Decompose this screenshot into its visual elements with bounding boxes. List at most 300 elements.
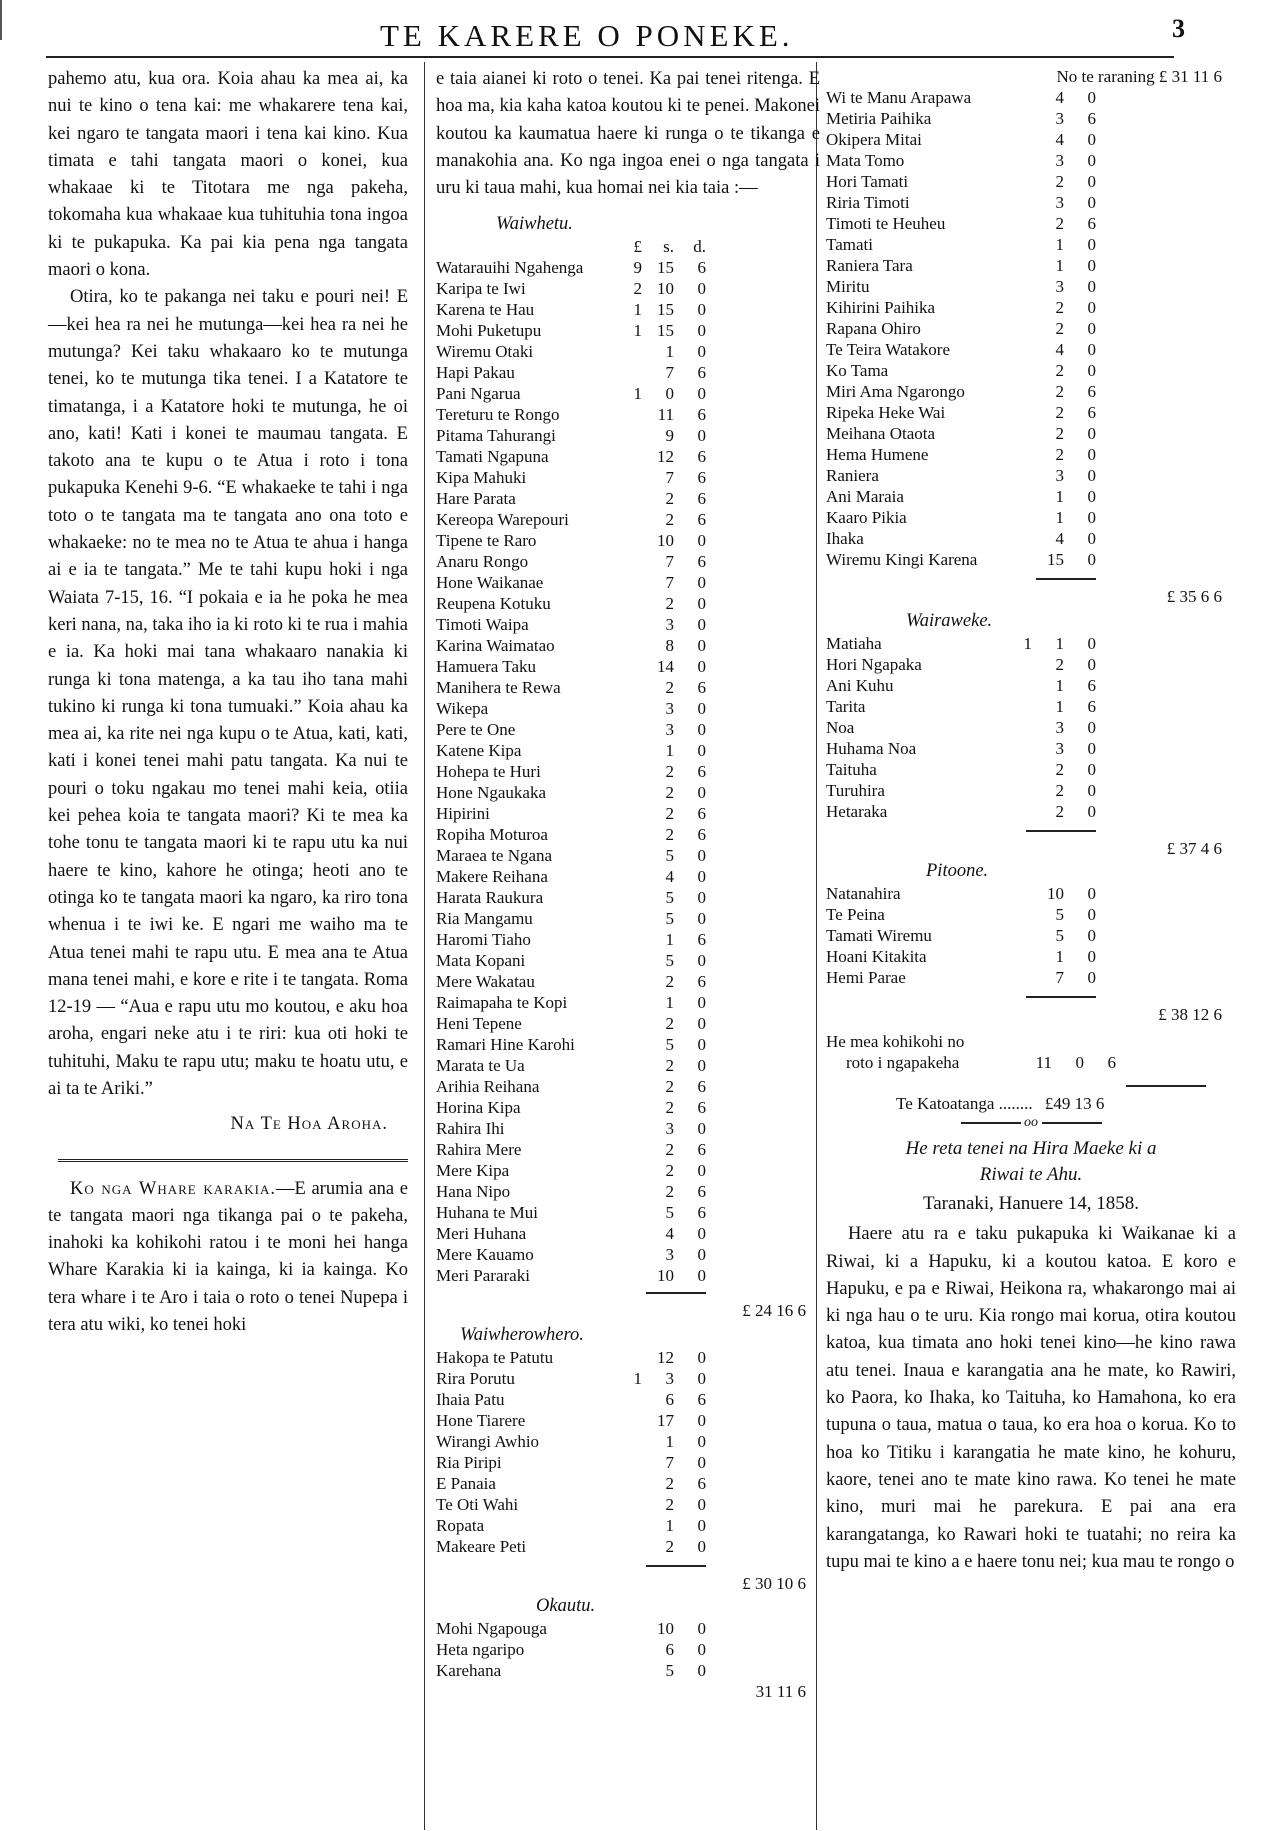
amount-pence: 0 [697, 783, 706, 803]
subscriber-name: Taituha [826, 760, 877, 779]
amount-pounds: 1 [633, 384, 642, 404]
grand-total-label: Te Katoatanga ........ [896, 1094, 1033, 1113]
subscriber-name: Hipirini [436, 804, 490, 824]
amount-pounds [1006, 171, 1032, 192]
subscriber-name: Huhama Noa [826, 739, 917, 758]
amount-shillings: 3 [1055, 151, 1064, 170]
table-row [826, 108, 1096, 129]
section-total: £ 37 4 6 [1166, 839, 1222, 858]
subscriber-name: Rapana Ohiro [826, 319, 921, 338]
amount-shillings: 3 [1055, 466, 1064, 485]
amount-shillings: 3 [1055, 739, 1064, 758]
amount-pence: 0 [1087, 235, 1096, 254]
amount-shillings: 2 [665, 762, 674, 782]
amount-pounds [616, 1202, 642, 1223]
subscriber-name: Hakopa te Patutu [436, 1348, 554, 1368]
amount-pence: 0 [697, 720, 706, 740]
amount-pounds [1006, 402, 1032, 423]
amount-shillings: 2 [665, 1014, 674, 1034]
table-row [826, 192, 1096, 213]
amount-pounds [616, 950, 642, 971]
table-row [436, 929, 706, 950]
amount-pence: 0 [1087, 130, 1096, 149]
amount-pence: 6 [697, 510, 706, 530]
amount-pounds [1006, 444, 1032, 465]
grand-total-value: £49 13 6 [1044, 1094, 1105, 1113]
amount-pounds [1006, 87, 1032, 108]
amount-pounds [616, 1034, 642, 1055]
newspaper-title: TE KARERE O PONEKE. [380, 18, 794, 53]
amount-shillings: 0 [1075, 1053, 1084, 1072]
amount-pence: 6 [697, 1077, 706, 1097]
amount-pence: 0 [697, 1453, 706, 1473]
amount-pence: 0 [1087, 424, 1096, 443]
table-row [826, 549, 1096, 570]
subscriber-name: Hamuera Taku [436, 657, 536, 677]
subscriber-name: Ramari Hine Karohi [436, 1035, 575, 1055]
subscriber-name: Reupena Kotuku [436, 594, 551, 614]
subscriber-name: Rahira Mere [436, 1140, 522, 1160]
amount-shillings: 2 [665, 825, 674, 845]
subscription-table-wairaweke [826, 633, 1096, 822]
amount-pence: 6 [697, 1390, 706, 1410]
amount-shillings: 2 [665, 804, 674, 824]
amount-pounds [616, 530, 642, 551]
amount-shillings: 2 [665, 594, 674, 614]
section-heading-pitoone: Pitoone. [926, 861, 989, 881]
table-row [826, 633, 1096, 654]
amount-shillings: 2 [1055, 802, 1064, 821]
table-row [436, 761, 706, 782]
subscriber-name: Heta ngaripo [436, 1640, 525, 1660]
amount-pounds: 1 [633, 300, 642, 320]
amount-pounds [1006, 801, 1032, 822]
section-heading-waiwhetu: Waiwhetu. [496, 214, 573, 235]
amount-pence: 6 [697, 1140, 706, 1160]
amount-pounds [616, 782, 642, 803]
amount-pounds [616, 341, 642, 362]
subscriber-name: Meihana Otaota [826, 424, 936, 443]
subscriber-name: Rahira Ihi [436, 1119, 505, 1139]
amount-pence: 0 [1087, 319, 1096, 338]
amount-pence: 0 [1087, 361, 1096, 380]
subscriber-name: Okipera Mitai [826, 130, 922, 149]
amount-pence: 0 [1087, 781, 1096, 800]
amount-shillings: 15 [1047, 550, 1064, 569]
amount-pence: 6 [697, 1203, 706, 1223]
amount-pounds [616, 1118, 642, 1139]
amount-pence: 0 [697, 657, 706, 677]
amount-pounds [616, 404, 642, 425]
subscriber-name: Horina Kipa [436, 1098, 521, 1118]
table-row [436, 1368, 706, 1389]
amount-shillings: 7 [665, 573, 674, 593]
table-row [436, 1473, 706, 1494]
amount-pence: 0 [697, 384, 706, 404]
table-row [826, 465, 1096, 486]
table-row [436, 1494, 706, 1515]
subscriber-name: Meri Huhana [436, 1224, 527, 1244]
amount-pounds [616, 1076, 642, 1097]
amount-shillings: 4 [1055, 340, 1064, 359]
amount-pounds [616, 614, 642, 635]
subscriber-name: Hetaraka [826, 802, 888, 821]
subscriber-name: Ko Tama [826, 361, 889, 380]
subscriber-name: Karina Waimatao [436, 636, 555, 656]
amount-shillings: 2 [1055, 424, 1064, 443]
amount-pence: 6 [697, 762, 706, 782]
amount-pence: 0 [1087, 718, 1096, 737]
amount-pence: 0 [1087, 926, 1096, 945]
subscriber-name: Miri Ama Ngarongo [826, 382, 965, 401]
amount-pence: 6 [697, 972, 706, 992]
amount-pence: 0 [1087, 508, 1096, 527]
amount-pence: 6 [697, 930, 706, 950]
table-row [436, 593, 706, 614]
subscriber-name: Wikepa [436, 699, 489, 719]
amount-pence: 0 [697, 573, 706, 593]
subscriber-name: Ani Kuhu [826, 676, 894, 695]
amount-shillings: 5 [1055, 926, 1064, 945]
subscriber-name: Hori Tamati [826, 172, 909, 191]
subscriber-name: Makeare Peti [436, 1537, 527, 1557]
table-row [826, 904, 1096, 925]
amount-pence: 6 [1087, 214, 1096, 233]
amount-shillings: 3 [1055, 193, 1064, 212]
amount-pence: 0 [697, 1014, 706, 1034]
amount-pounds [1006, 318, 1032, 339]
amount-shillings: 5 [665, 951, 674, 971]
amount-pounds [1006, 234, 1032, 255]
table-row [436, 572, 706, 593]
amount-pounds [616, 908, 642, 929]
subscriber-name: Katene Kipa [436, 741, 522, 761]
amount-pence: 0 [697, 1537, 706, 1557]
subscriber-name: Mere Kauamo [436, 1245, 534, 1265]
table-row [436, 1181, 706, 1202]
separator-ornament: oo [1024, 1115, 1038, 1130]
subscriber-name: Karipa te Iwi [436, 279, 526, 299]
amount-shillings: 2 [665, 1182, 674, 1202]
masthead [0, 0, 1280, 62]
subscriber-name: Tamati Wiremu [826, 926, 932, 945]
subscriber-name: Heni Tepene [436, 1014, 522, 1034]
amount-shillings: 1 [1055, 697, 1064, 716]
amount-shillings: 7 [665, 1453, 674, 1473]
table-row [826, 255, 1096, 276]
amount-pence: 6 [697, 489, 706, 509]
table-row [436, 383, 706, 404]
amount-pence: 0 [697, 1411, 706, 1431]
amount-pounds [616, 593, 642, 614]
amount-shillings: 15 [657, 321, 674, 341]
amount-shillings: 1 [1055, 235, 1064, 254]
subscriber-name: Tamati Ngapuna [436, 447, 549, 467]
amount-pounds [1006, 360, 1032, 381]
subscriber-name: Ria Mangamu [436, 909, 533, 929]
amount-pounds [616, 1013, 642, 1034]
subscriber-name: Karena te Hau [436, 300, 535, 320]
amount-pence: 0 [697, 699, 706, 719]
amount-shillings: 2 [1055, 655, 1064, 674]
amount-shillings: 15 [657, 300, 674, 320]
table-row [826, 528, 1096, 549]
table-row [436, 1410, 706, 1431]
amount-shillings: 2 [1055, 319, 1064, 338]
carried-forward-total: 31 11 6 [755, 1682, 806, 1702]
table-row [436, 257, 706, 278]
amount-shillings: 1 [665, 342, 674, 362]
table-row [436, 614, 706, 635]
amount-shillings: 1 [665, 993, 674, 1013]
subscriber-name: Pani Ngarua [436, 384, 521, 404]
table-row [436, 488, 706, 509]
amount-pounds [616, 929, 642, 950]
amount-pence: 0 [697, 993, 706, 1013]
table-row [436, 467, 706, 488]
amount-pounds [1006, 759, 1032, 780]
amount-shillings: 1 [665, 1516, 674, 1536]
amount-pounds [1006, 904, 1032, 925]
subscriber-name: Metiria Paihika [826, 109, 932, 128]
table-row [826, 360, 1096, 381]
amount-pounds [1006, 150, 1032, 171]
amount-shillings: 2 [665, 510, 674, 530]
amount-pence: 0 [697, 1432, 706, 1452]
amount-shillings: 8 [665, 636, 674, 656]
subscriber-name: Riria Timoti [826, 193, 910, 212]
subscriber-name: Mere Kipa [436, 1161, 510, 1181]
table-row [826, 213, 1096, 234]
subscription-table-continuation [826, 87, 1096, 570]
amount-pence: 6 [697, 678, 706, 698]
subscriber-name: Kereopa Warepouri [436, 510, 569, 530]
subscriber-name: Ihaka [826, 529, 864, 548]
pounds-header: £ [633, 237, 642, 257]
table-row [826, 675, 1096, 696]
amount-shillings: 2 [665, 783, 674, 803]
amount-pounds [616, 1639, 642, 1660]
subscriber-name: Maraea te Ngana [436, 846, 553, 866]
amount-pounds [1006, 925, 1032, 946]
section-heading-okautu: Okautu. [536, 1596, 596, 1617]
amount-shillings: 15 [657, 258, 674, 278]
amount-pence: 0 [697, 846, 706, 866]
table-row [826, 381, 1096, 402]
amount-shillings: 5 [665, 888, 674, 908]
amount-pence: 0 [697, 867, 706, 887]
subscriber-name: Mata Tomo [826, 151, 905, 170]
amount-shillings: 2 [1055, 172, 1064, 191]
amount-pence: 0 [697, 615, 706, 635]
table-row [436, 1389, 706, 1410]
table-row [436, 278, 706, 299]
amount-pounds: 11 [1035, 1053, 1052, 1072]
table-row [436, 845, 706, 866]
table-row [436, 1139, 706, 1160]
table-row [826, 150, 1096, 171]
amount-shillings: 12 [657, 447, 674, 467]
subscriber-name: Noa [826, 718, 855, 737]
amount-shillings: 5 [665, 846, 674, 866]
amount-pounds [616, 1660, 642, 1681]
amount-pence: 0 [697, 531, 706, 551]
amount-pounds [1006, 255, 1032, 276]
subscriber-name: Timoti Waipa [436, 615, 529, 635]
amount-pence: 0 [697, 909, 706, 929]
amount-pence: 0 [697, 1640, 706, 1660]
amount-pence: 6 [697, 552, 706, 572]
table-row [436, 509, 706, 530]
amount-pounds [1006, 486, 1032, 507]
amount-pounds [616, 1223, 642, 1244]
amount-pounds [1006, 946, 1032, 967]
letter-title-line-1: He reta tenei na Hira Maeke ki a [905, 1138, 1157, 1159]
table-row [826, 276, 1096, 297]
amount-pence: 6 [697, 1474, 706, 1494]
amount-pounds [616, 446, 642, 467]
article-paragraph: Otira, ko te pakanga nei taku e pouri nei! E—kei hea ra nei he mutunga—kei hea ra nei he mutunga? Kei taku whakaaro ko te mutunga tenei, ko te mutunga tika tenei. I a Katatore te timatanga, i a Katatore hoki te mutunga, he oi ano, kati! Kati i konei te maumau tangata. E takoto ana te kupu o te Atua i roto i tona pukapuka Kenehi 9-6. “E whakaeke te tahi i nga toto o te tangata ma te tangata ano ona toto e whakaeke: no te mea no te Atua te ahua i hanga ai e ia te tangata.” Me te tahi kupu hoki i nga Waiata 7-15, 16. “I pokaia e ia he poka he mea keri nana, na, taka iho ia ki roto ki te rua i mahia e ia. Ka hoki mai tana whakaaro nanakia ki runga ki tona matenga, a ka tau iho tana mahi tukino ki runga ki tona tumuaki.” Koia ahau ka mea ai, ka rite nei nga kupu o te Atua, kati, kati, kati i konei tenei mahi patu tangata. Ka nui te pouri o toku ngakau mo tenei mahi keia, otiia kei pehea koia te tangata maori? Ki te mea ka tohe tonu te tangata maori ki te rapu utu ka nui haere te kino, kahore he otinga; heoti ano te otinga ko te tangata maori ka ngaro, ka riro tona whenua i te iwi ke. E ngari me waiho ma te Atua tenei mahi te rapu utu. E mea ana te Atua mana tenei mahi, e kore e rite i te tangata. Roma 12-19 — “Aua e rapu utu mo koutou, e aku hoa aroha, engari neke atu i te riri: kua oti hoki te tuhituhi, Maku te rapu utu; maku te hoatu utu, e ai ta te Ariki.” [48, 287, 408, 1099]
amount-shillings: 5 [665, 1035, 674, 1055]
amount-pence: 6 [1087, 109, 1096, 128]
subscriber-name: Raimapaha te Kopi [436, 993, 568, 1013]
article-separator [58, 1159, 408, 1162]
subscriber-name: Ripeka Heke Wai [826, 403, 946, 422]
table-row [436, 1536, 706, 1557]
amount-pence: 6 [697, 1182, 706, 1202]
amount-pounds: 1 [1023, 634, 1032, 653]
subscriber-name: Hone Tiarere [436, 1411, 526, 1431]
amount-shillings: 7 [665, 468, 674, 488]
table-row [436, 866, 706, 887]
amount-shillings: 2 [1055, 298, 1064, 317]
section-heading-wairaweke: Wairaweke. [906, 611, 993, 631]
amount-pence: 0 [1087, 172, 1096, 191]
subscriber-name: E Panaia [436, 1474, 496, 1494]
amount-shillings: 2 [665, 678, 674, 698]
amount-shillings: 6 [665, 1390, 674, 1410]
subscriber-name: Mohi Ngapouga [436, 1619, 547, 1639]
amount-shillings: 3 [665, 615, 674, 635]
amount-pounds [616, 1244, 642, 1265]
amount-pounds [616, 467, 642, 488]
amount-pence: 6 [697, 258, 706, 278]
article-heading: Ko nga Whare karakia. [70, 1178, 276, 1199]
amount-pounds [616, 1347, 642, 1368]
amount-shillings: 10 [657, 1619, 674, 1639]
amount-pounds [1006, 108, 1032, 129]
subscriber-name: Hone Waikanae [436, 573, 544, 593]
subscription-table-waiwherowhero [436, 1347, 706, 1557]
table-row [436, 425, 706, 446]
table-row [436, 1431, 706, 1452]
amount-pounds [616, 488, 642, 509]
amount-shillings: 10 [657, 1266, 674, 1286]
table-row [436, 803, 706, 824]
amount-shillings: 2 [665, 1495, 674, 1515]
section-total: £ 24 16 6 [742, 1301, 806, 1321]
table-row [436, 1202, 706, 1223]
grand-total-line [826, 1093, 1236, 1114]
subscriber-name: Wi te Manu Arapawa [826, 88, 972, 107]
amount-pence: 0 [697, 321, 706, 341]
amount-pence: 0 [1087, 529, 1096, 548]
table-row [436, 1639, 706, 1660]
table-row [826, 780, 1096, 801]
table-row [436, 299, 706, 320]
amount-pounds [616, 866, 642, 887]
amount-pounds: 9 [633, 258, 642, 278]
table-row [826, 946, 1096, 967]
table-row [436, 656, 706, 677]
subscriber-name: Hema Humene [826, 445, 929, 464]
subscriber-name: Hori Ngapaka [826, 655, 922, 674]
amount-pence: 0 [697, 1495, 706, 1515]
table-row [436, 677, 706, 698]
amount-pence: 0 [697, 1661, 706, 1681]
amount-pence: 6 [1087, 403, 1096, 422]
table-row [436, 1076, 706, 1097]
amount-pence: 0 [1087, 298, 1096, 317]
table-row [436, 1452, 706, 1473]
article-paragraph [48, 1176, 408, 1340]
currency-header-row [436, 236, 706, 257]
subscriber-name: Raniera Tara [826, 256, 913, 275]
table-row [436, 1660, 706, 1681]
table-row [436, 530, 706, 551]
sum-rule [1026, 830, 1096, 832]
amount-pence: 0 [697, 1266, 706, 1286]
amount-pounds [616, 656, 642, 677]
amount-pence: 0 [697, 300, 706, 320]
subscriber-name: Mata Kopani [436, 951, 526, 971]
list-intro: e taia aianei ki roto o tenei. Ka pai tenei ritenga. E hoa ma, kia kaha katoa koutou ki te penei. Makonei koutou ka kaumatua haere ki runga o te tikanga e manakohia ana. Ko nga ingoa enei o nga tangata i uru ki taua mahi, kua homai nei kia taia :— [436, 69, 820, 199]
amount-pence: 0 [1087, 968, 1096, 987]
subscriber-name: Marata te Ua [436, 1056, 525, 1076]
amount-shillings: 7 [1055, 968, 1064, 987]
amount-shillings: 12 [657, 1348, 674, 1368]
amount-pounds [616, 1618, 642, 1639]
subscriber-name: Wiremu Otaki [436, 342, 534, 362]
amount-shillings: 5 [665, 909, 674, 929]
table-row [826, 297, 1096, 318]
amount-pounds [616, 1431, 642, 1452]
amount-pounds [616, 1473, 642, 1494]
pakeha-label-2: roto i ngapakeha [846, 1053, 960, 1072]
pence-header: d. [693, 237, 706, 257]
amount-shillings: 10 [657, 531, 674, 551]
table-row [436, 782, 706, 803]
amount-pounds [616, 992, 642, 1013]
subscriber-name: Makere Reihana [436, 867, 548, 887]
amount-pounds [1006, 696, 1032, 717]
subscriber-name: Mere Wakatau [436, 972, 535, 992]
subscription-table-pitoone [826, 883, 1096, 988]
amount-pounds [616, 572, 642, 593]
amount-pence: 6 [1087, 697, 1096, 716]
amount-pence: 6 [697, 825, 706, 845]
amount-pence: 0 [697, 951, 706, 971]
amount-pence: 0 [697, 426, 706, 446]
sum-rule [646, 1292, 706, 1294]
subscriber-name: Hoani Kitakita [826, 947, 927, 966]
table-row [826, 129, 1096, 150]
amount-pounds [616, 362, 642, 383]
amount-shillings: 10 [1047, 884, 1064, 903]
table-row [436, 1013, 706, 1034]
amount-pence: 0 [1087, 884, 1096, 903]
amount-shillings: 10 [657, 279, 674, 299]
